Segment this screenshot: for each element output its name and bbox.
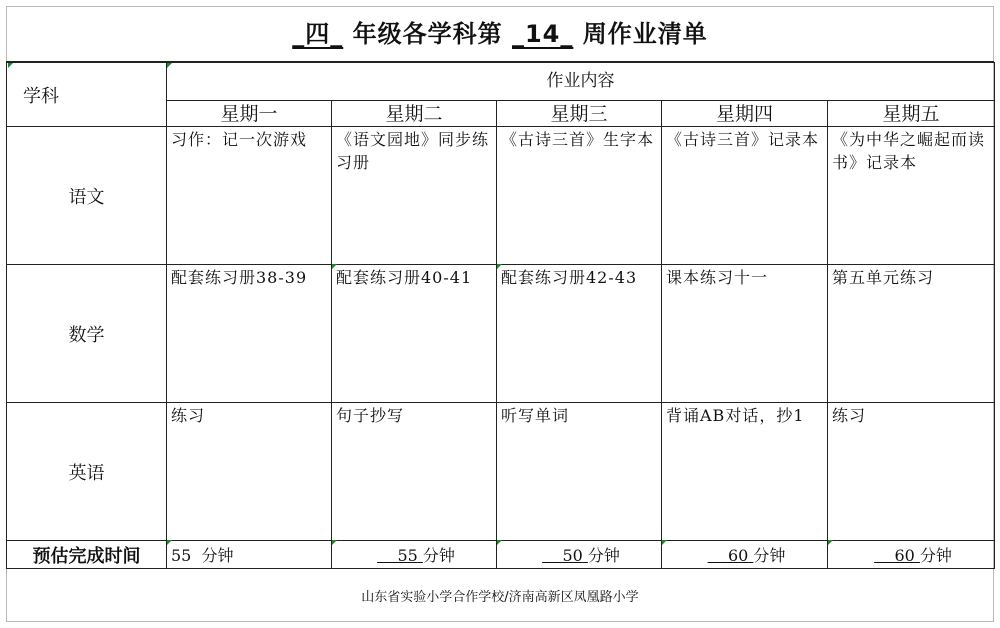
time-tue-value: 55 (397, 546, 418, 565)
time-thu-unit: 分钟 (753, 546, 786, 565)
english-fri: 练习 (828, 403, 995, 541)
cell-marker (8, 63, 13, 68)
cell-marker (497, 264, 502, 269)
cell-marker (332, 264, 337, 269)
time-mon-unit: 分钟 (201, 546, 234, 565)
day-header-fri: 星期五 (828, 101, 995, 127)
time-tue (332, 541, 497, 569)
row-math (7, 265, 995, 403)
cell-marker (167, 540, 172, 545)
chinese-tue: 《语文园地》同步练习册 (332, 127, 497, 265)
day-header-tue: 星期二 (332, 101, 497, 127)
time-thu-value: 60 (727, 546, 749, 565)
time-fri (828, 541, 995, 569)
homework-table (6, 62, 995, 569)
subject-english: 英语 (7, 403, 167, 541)
time-fri-unit: 分钟 (919, 546, 952, 565)
page-title (6, 14, 994, 49)
english-tue: 句子抄写 (332, 403, 497, 541)
header-row (7, 63, 995, 101)
day-header-thu: 星期四 (662, 101, 828, 127)
time-tue-unit: 分钟 (422, 546, 455, 565)
subject-header: 学科 (7, 63, 167, 127)
subject-chinese: 语文 (7, 127, 167, 265)
math-tue: 配套练习册40-41 (332, 265, 497, 403)
math-mon: 配套练习册38-39 (167, 265, 332, 403)
time-wed-value: 50 (562, 546, 583, 565)
time-mon (167, 541, 332, 569)
math-fri: 第五单元练习 (828, 265, 995, 403)
english-mon: 练习 (167, 403, 332, 541)
cell-marker (167, 63, 172, 68)
title-week: _14_ (511, 20, 574, 48)
time-estimate-label: 预估完成时间 (7, 541, 167, 569)
english-wed: 听写单词 (497, 403, 662, 541)
subject-math: 数学 (7, 265, 167, 403)
time-fri-value: 60 (894, 546, 915, 565)
cell-marker (662, 540, 667, 545)
cell-marker (497, 540, 502, 545)
time-wed-unit: 分钟 (587, 546, 620, 565)
title-text-end: 周作业清单 (573, 20, 708, 48)
chinese-wed: 《古诗三首》生字本 (497, 127, 662, 265)
time-wed (497, 541, 662, 569)
cell-marker (828, 540, 833, 545)
day-header-mon: 星期一 (167, 101, 332, 127)
day-header-wed: 星期三 (497, 101, 662, 127)
cell-marker (332, 540, 337, 545)
title-text-mid: 年级各学科第 (343, 20, 512, 48)
row-english (7, 403, 995, 541)
english-thu: 背诵AB对话，抄1 (662, 403, 828, 541)
math-thu: 课本练习十一 (662, 265, 828, 403)
chinese-thu: 《古诗三首》记录本 (662, 127, 828, 265)
chinese-fri: 《为中华之崛起而读书》记录本 (828, 127, 995, 265)
school-footer: 山东省实验小学合作学校/济南高新区凤凰路小学 (361, 590, 639, 605)
time-mon-value: 55 (171, 546, 192, 565)
row-chinese (7, 127, 995, 265)
math-wed: 配套练习册42-43 (497, 265, 662, 403)
title-grade: _四_ (292, 20, 344, 48)
content-header: 作业内容 (167, 63, 995, 101)
time-thu (662, 541, 828, 569)
chinese-mon: 习作：记一次游戏 (167, 127, 332, 265)
